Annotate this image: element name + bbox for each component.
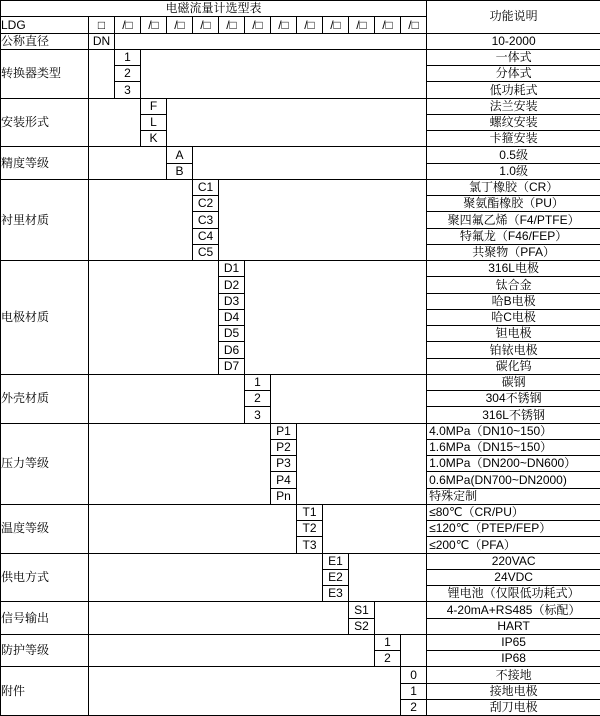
option-code: E2 [323, 569, 349, 585]
option-code: F [141, 98, 167, 114]
option-code: C5 [193, 244, 219, 260]
option-description: 10-2000 [427, 33, 600, 49]
spacer-cell [401, 634, 427, 667]
option-code: C1 [193, 179, 219, 195]
page-title: 电磁流量计选型表 [1, 1, 427, 17]
option-code: P1 [271, 423, 297, 439]
section-label: 衬里材质 [1, 179, 89, 260]
option-description: ≤120℃（PTEP/FEP） [427, 521, 600, 537]
spacer-cell [89, 374, 245, 423]
spacer-cell [89, 667, 401, 716]
spacer-cell [349, 553, 427, 602]
option-description: IP68 [427, 651, 600, 667]
option-code: K [141, 131, 167, 147]
option-code: D6 [219, 342, 245, 358]
option-description: 4-20mA+RS485（标配） [427, 602, 600, 618]
spacer-cell [297, 423, 427, 504]
option-code: B [167, 163, 193, 179]
option-description: 钽电极 [427, 326, 600, 342]
option-code: 2 [375, 651, 401, 667]
spacer-cell [141, 49, 427, 98]
model-code-box: /□ [193, 17, 219, 33]
option-code: T1 [297, 504, 323, 520]
option-code: 1 [245, 374, 271, 390]
option-description: 220VAC [427, 553, 600, 569]
spacer-cell [89, 49, 115, 98]
model-code-box: /□ [219, 17, 245, 33]
option-description: 1.6MPa（DN15~150） [427, 439, 600, 455]
model-code-box: /□ [297, 17, 323, 33]
spacer-cell [323, 504, 427, 553]
option-description: 螺纹安装 [427, 114, 600, 130]
option-description: 分体式 [427, 66, 600, 82]
option-code: C3 [193, 212, 219, 228]
option-code: C2 [193, 196, 219, 212]
option-description: ≤80℃（CR/PU） [427, 504, 600, 520]
option-description: 氯丁橡胶（CR） [427, 179, 600, 195]
section-label: 供电方式 [1, 553, 89, 602]
option-description: 锂电池（仅限低功耗式） [427, 586, 600, 602]
spacer-cell [375, 602, 427, 635]
option-description: 卡箍安装 [427, 131, 600, 147]
spacer-cell [245, 261, 427, 375]
option-description: 24VDC [427, 569, 600, 585]
option-description: 1.0级 [427, 163, 600, 179]
spacer-cell [89, 553, 323, 602]
option-description: 4.0MPa（DN10~150） [427, 423, 600, 439]
option-code: P4 [271, 472, 297, 488]
model-code-box: /□ [167, 17, 193, 33]
section-label: 压力等级 [1, 423, 89, 504]
option-code: DN [89, 33, 115, 49]
option-description: 1.0MPa（DN200~DN600） [427, 456, 600, 472]
spacer-cell [89, 634, 375, 667]
option-description: 316L不锈钢 [427, 407, 600, 423]
option-code: 2 [401, 699, 427, 715]
option-code: D2 [219, 277, 245, 293]
option-description: 0.5级 [427, 147, 600, 163]
section-label: 公称直径 [1, 33, 89, 49]
section-label: 安装形式 [1, 98, 89, 147]
option-description: 碳钢 [427, 374, 600, 390]
spacer-cell [89, 261, 219, 375]
option-description: 钛合金 [427, 277, 600, 293]
model-code-box: /□ [401, 17, 427, 33]
option-code: S1 [349, 602, 375, 618]
option-description: 不接地 [427, 667, 600, 683]
spacer-cell [89, 147, 167, 180]
spacer-cell [167, 98, 427, 147]
option-description: 共聚物（PFA） [427, 244, 600, 260]
model-code-box: /□ [349, 17, 375, 33]
option-description: 聚氨酯橡胶（PU） [427, 196, 600, 212]
option-description: IP65 [427, 634, 600, 650]
model-code-box: /□ [245, 17, 271, 33]
option-code: Pn [271, 488, 297, 504]
spacer-cell [89, 179, 193, 260]
option-code: S2 [349, 618, 375, 634]
section-label: 外壳材质 [1, 374, 89, 423]
option-code: D1 [219, 261, 245, 277]
option-description: 刮刀电极 [427, 699, 600, 715]
option-code: L [141, 114, 167, 130]
option-description: HART [427, 618, 600, 634]
option-description: 聚四氟乙烯（F4/PTFE） [427, 212, 600, 228]
spacer-cell [115, 33, 427, 49]
model-prefix: LDG [1, 17, 89, 33]
option-code: 1 [375, 634, 401, 650]
option-description: 特殊定制 [427, 488, 600, 504]
option-description: 304不锈钢 [427, 391, 600, 407]
option-code: E3 [323, 586, 349, 602]
option-description: 一体式 [427, 49, 600, 65]
option-description: ≤200℃（PFA） [427, 537, 600, 553]
option-description: 0.6MPa(DN700~DN2000) [427, 472, 600, 488]
option-description: 特氟龙（F46/FEP） [427, 228, 600, 244]
option-code: 3 [245, 407, 271, 423]
section-label: 精度等级 [1, 147, 89, 180]
option-description: 316L电极 [427, 261, 600, 277]
option-code: 0 [401, 667, 427, 683]
function-column-header: 功能说明 [427, 1, 600, 34]
spacer-cell [271, 374, 427, 423]
model-code-box: /□ [375, 17, 401, 33]
option-description: 碳化钨 [427, 358, 600, 374]
option-description: 低功耗式 [427, 82, 600, 98]
spacer-cell [89, 602, 349, 635]
option-code: P2 [271, 439, 297, 455]
spacer-cell [193, 147, 427, 180]
section-label: 温度等级 [1, 504, 89, 553]
option-description: 哈B电极 [427, 293, 600, 309]
option-description: 铂铱电极 [427, 342, 600, 358]
spacer-cell [219, 179, 427, 260]
option-code: C4 [193, 228, 219, 244]
option-code: D7 [219, 358, 245, 374]
option-code: 1 [115, 49, 141, 65]
section-label: 转换器类型 [1, 49, 89, 98]
option-code: 2 [115, 66, 141, 82]
option-code: A [167, 147, 193, 163]
model-code-box: /□ [271, 17, 297, 33]
section-label: 防护等级 [1, 634, 89, 667]
option-description: 接地电极 [427, 683, 600, 699]
option-code: P3 [271, 456, 297, 472]
option-code: 2 [245, 391, 271, 407]
spacer-cell [89, 423, 271, 504]
model-code-box: /□ [141, 17, 167, 33]
model-code-box: /□ [323, 17, 349, 33]
option-code: E1 [323, 553, 349, 569]
option-description: 法兰安装 [427, 98, 600, 114]
option-code: T3 [297, 537, 323, 553]
option-code: T2 [297, 521, 323, 537]
option-description: 哈C电极 [427, 309, 600, 325]
option-code: D5 [219, 326, 245, 342]
section-label: 附件 [1, 667, 89, 716]
option-code: 1 [401, 683, 427, 699]
option-code: 3 [115, 82, 141, 98]
spacer-cell [89, 504, 297, 553]
section-label: 电极材质 [1, 261, 89, 375]
model-code-box: □ [89, 17, 115, 33]
spacer-cell [89, 98, 141, 147]
model-code-box: /□ [115, 17, 141, 33]
option-code: D3 [219, 293, 245, 309]
section-label: 信号输出 [1, 602, 89, 635]
option-code: D4 [219, 309, 245, 325]
